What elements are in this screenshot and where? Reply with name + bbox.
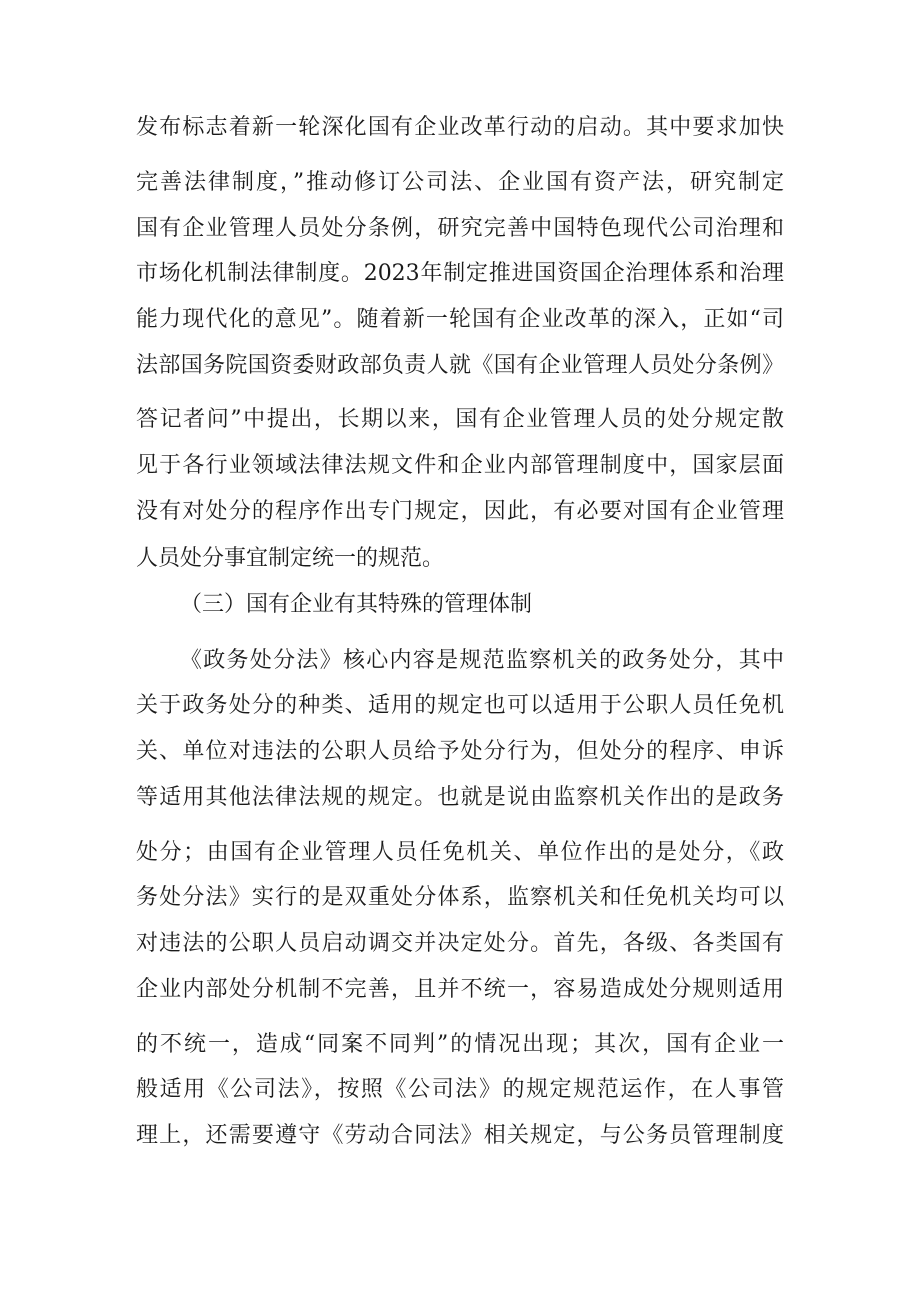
body-line-12: 《政务处分法》核心内容是规范监察机关的政务处分，其中 — [180, 648, 784, 673]
body-line-7: 答记者问”中提出，长期以来，国有企业管理人员的处分规定散 — [136, 407, 784, 432]
body-line-2: 完善法律制度，”推动修订公司法、企业国有资产法，研究制定 — [136, 170, 784, 195]
body-line-16: 处分；由国有企业管理人员任免机关、单位作出的是处分，《政 — [136, 840, 784, 865]
body-line-6: 法部国务院国资委财政部负责人就《国有企业管理人员处分条例》 — [136, 353, 784, 378]
body-line-3: 国有企业管理人员处分条例，研究完善中国特色现代公司治理和 — [136, 216, 784, 241]
body-line-17: 务处分法》实行的是双重处分体系，监察机关和任免机关均可以 — [136, 885, 784, 910]
body-line-10: 人员处分事宜制定统一的规范。 — [136, 546, 445, 571]
section-heading: （三）国有企业有其特殊的管理体制 — [180, 592, 533, 617]
body-line-21: 般适用《公司法》，按照《公司法》的规定规范运作，在人事管 — [136, 1077, 784, 1102]
body-line-19: 企业内部处分机制不完善，且并不统一，容易造成处分规则适用 — [136, 977, 784, 1002]
body-line-20: 的不统一，造成“同案不同判”的情况出现；其次，国有企业一 — [136, 1032, 784, 1057]
body-line-18: 对违法的公职人员启动调交并决定处分。首先，各级、各类国有 — [136, 931, 784, 956]
body-line-22: 理上，还需要遵守《劳动合同法》相关规定，与公务员管理制度 — [136, 1123, 784, 1148]
body-line-15: 等适用其他法律法规的规定。也就是说由监察机关作出的是政务 — [136, 785, 784, 810]
body-line-9: 没有对处分的程序作出专门规定，因此，有必要对国有企业管理 — [136, 499, 784, 524]
body-line-13: 关于政务处分的种类、适用的规定也可以适用于公职人员任免机 — [136, 693, 784, 718]
body-line-5: 能力现代化的意见”。随着新一轮国有企业改革的深入，正如“司 — [136, 307, 784, 332]
body-line-4: 市场化机制法律制度。2023年制定推进国资国企治理体系和治理 — [136, 261, 784, 286]
body-line-8: 见于各行业领域法律法规文件和企业内部管理制度中，国家层面 — [136, 453, 784, 478]
body-line-14: 关、单位对违法的公职人员给予处分行为，但处分的程序、申诉 — [136, 739, 784, 764]
body-line-1: 发布标志着新一轮深化国有企业改革行动的启动。其中要求加快 — [136, 115, 784, 140]
